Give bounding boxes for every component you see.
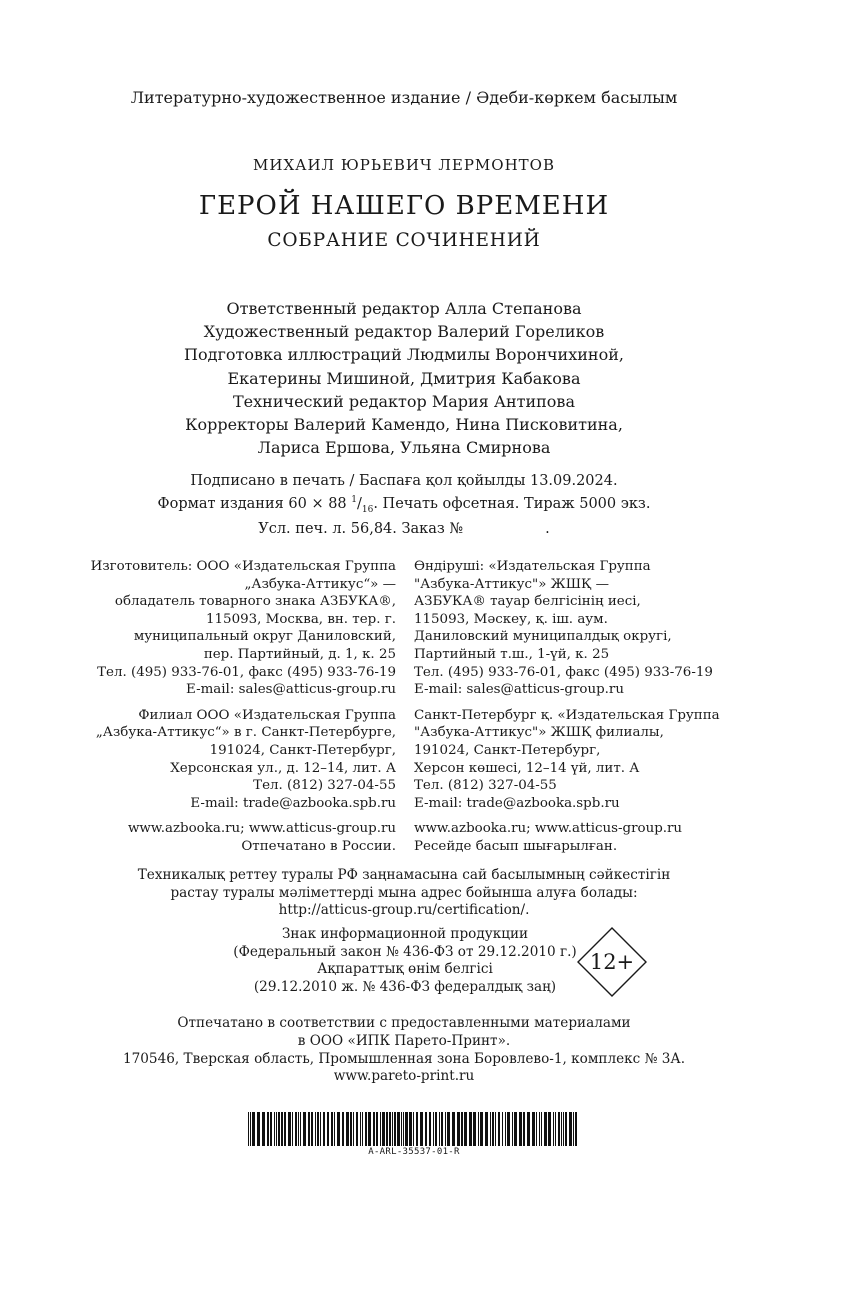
barcode-bar (498, 1112, 500, 1146)
barcode-bar (490, 1112, 491, 1146)
info-sign-line: Знак информационной продукции (281, 926, 529, 942)
web-kz (414, 820, 834, 855)
branch-ru (0, 707, 396, 813)
barcode-bar (464, 1112, 467, 1146)
barcode-bar (452, 1112, 455, 1146)
barcode-bar (262, 1112, 265, 1146)
address-line: Даниловский муниципалдық округі, (414, 629, 672, 645)
format-numerator: 1 (351, 495, 357, 505)
address-line: „Азбука-Аттикус“» в г. Санкт-Петербурге, (95, 725, 396, 741)
barcode-bar (548, 1112, 551, 1146)
barcode-bar (425, 1112, 427, 1146)
barcode-bar (373, 1112, 375, 1146)
barcode-bar (527, 1112, 530, 1146)
barcode-bar (519, 1112, 522, 1146)
barcode-bar (409, 1112, 412, 1146)
certification-line: Техникалық реттеу туралы РФ заңнамасына сай басылымның сәйкестігін (137, 867, 671, 883)
address-line: Өндіруші: «Издательская Группа (414, 559, 651, 574)
barcode-bar (376, 1112, 378, 1146)
barcode-bar (292, 1112, 293, 1146)
barcode-bar (563, 1112, 564, 1146)
barcode-bar (469, 1112, 472, 1146)
web-ru (0, 820, 396, 855)
barcode-bar (397, 1112, 400, 1146)
book-title: ГЕРОЙ НАШЕГО ВРЕМЕНИ (198, 191, 610, 221)
barcode-bar (435, 1112, 437, 1146)
barcode-bar (492, 1112, 494, 1146)
barcode-bar (337, 1112, 340, 1146)
barcode-bar (315, 1112, 316, 1146)
barcode-bar (447, 1112, 450, 1146)
barcode-bar (317, 1112, 319, 1146)
manufacturer-ru (0, 558, 396, 699)
info-sign-line: (29.12.2010 ж. № 436-ФЗ федералдық заң) (253, 978, 557, 995)
barcode-bar (457, 1112, 460, 1146)
address-line: пер. Партийный, д. 1, к. 25 (203, 646, 396, 662)
barcode-bar (380, 1112, 381, 1146)
barcode-bar (514, 1112, 517, 1146)
address-line: АЗБУКА® тауар белгісінің иесі, (414, 594, 641, 610)
barcode-bar (523, 1112, 525, 1146)
credit-line: Лариса Ершова, Ульяна Смирнова (257, 438, 551, 458)
website-line: www.azbooka.ru; www.atticus-group.ru (414, 821, 683, 837)
printer-line: 170546, Тверская область, Промышленная зона Боровлево-1, комплекс № 3А. (122, 1050, 686, 1067)
print-info (0, 472, 808, 539)
printed-in-line: Отпечатано в России. (241, 838, 396, 854)
sheets-order-line (0, 520, 808, 539)
barcode-bar (416, 1112, 418, 1146)
info-product-sign (190, 926, 620, 996)
barcode-bar (565, 1112, 567, 1146)
barcode-bar (386, 1112, 388, 1146)
address-line: "Азбука-Аттикус"» ЖШҚ филиалы, (414, 725, 664, 741)
info-sign-line: (Федеральный закон № 436-ФЗ от 29.12.2010 г.) (233, 943, 577, 960)
barcode-bar (346, 1112, 349, 1146)
printer-line: Отпечатано в соответствии с предоставленными материалами (177, 1015, 631, 1031)
age-rating-label: 12+ (589, 950, 635, 974)
email-line: E-mail: sales@atticus-group.ru (414, 682, 624, 698)
barcode-bar (539, 1112, 540, 1146)
phone-line: Тел. (812) 327-04-55 (414, 778, 557, 794)
email-line: E-mail: trade@azbooka.spb.ru (414, 795, 620, 811)
barcode-bar (327, 1112, 329, 1146)
credit-line: Технический редактор Мария Антипова (233, 391, 575, 411)
format-denominator: 16 (361, 504, 374, 515)
certification-note (0, 867, 808, 920)
info-sign-line: Ақпараттық өнім белгісі (317, 961, 493, 978)
barcode-bar (569, 1112, 572, 1146)
barcode-bar (512, 1112, 513, 1146)
barcode-text: A-ARL-35537-01-R (368, 1147, 460, 1157)
barcode-bar (278, 1112, 280, 1146)
barcode-bar (267, 1112, 269, 1146)
phone-line: Тел. (812) 327-04-55 (253, 778, 396, 794)
email-line: E-mail: sales@atticus-group.ru (186, 682, 396, 698)
barcode-bar (270, 1112, 272, 1146)
format-suffix: . Печать офсетная. Тираж 5000 экз. (373, 495, 651, 512)
phone-line: Тел. (495) 933-76-01, факс (495) 933-76-19 (414, 664, 713, 680)
format-fraction: $^1/_{16}$ (351, 495, 374, 515)
barcode-bar (334, 1112, 335, 1146)
barcode-bar (274, 1112, 275, 1146)
barcode-bar (495, 1112, 496, 1146)
barcode-bar (303, 1112, 306, 1146)
barcode-bar (368, 1112, 371, 1146)
printed-in-line: Ресейде басып шығарылған. (414, 838, 618, 854)
barcode-bar (323, 1112, 325, 1146)
email-line: E-mail: trade@azbooka.spb.ru (190, 795, 396, 811)
printer-info (0, 1015, 808, 1086)
barcode-bar (320, 1112, 321, 1146)
barcode-bar (382, 1112, 385, 1146)
barcode-icon (248, 1112, 578, 1146)
age-rating-badge (576, 926, 648, 998)
certification-line: растау туралы мәліметтерді мына адрес бойынша алуға болады: (170, 884, 638, 901)
barcode-bar (284, 1112, 286, 1146)
editorial-credits (0, 297, 808, 459)
barcode-bar (507, 1112, 510, 1146)
barcode-bar (473, 1112, 476, 1146)
barcode-bar (480, 1112, 483, 1146)
website-line: www.azbooka.ru; www.atticus-group.ru (127, 821, 396, 837)
credit-line: Екатерины Мишиной, Дмитрия Кабакова (227, 368, 581, 388)
barcode-bar (558, 1112, 560, 1146)
barcode-bar (532, 1112, 535, 1146)
barcode-bar (461, 1112, 463, 1146)
printer-url: www.pareto-print.ru (333, 1068, 475, 1085)
address-line: Санкт-Петербург қ. «Издательская Группа (414, 707, 720, 723)
barcode-bar (362, 1112, 363, 1146)
address-line: обладатель товарного знака АЗБУКА®, (114, 594, 396, 610)
barcode-bar (389, 1112, 391, 1146)
barcode-bar (403, 1112, 404, 1146)
edition-type: Литературно-художественное издание / Әдеби-көркем басылым (130, 88, 678, 107)
barcode-bar (248, 1112, 249, 1146)
barcode-bar (405, 1112, 408, 1146)
barcode-bar (300, 1112, 301, 1146)
barcode-bar (413, 1112, 414, 1146)
format-line (0, 491, 808, 520)
address-line: "Азбука-Аттикус"» ЖШҚ — (414, 576, 609, 592)
barcode-bar (439, 1112, 440, 1146)
barcode-bar (536, 1112, 537, 1146)
address-line: „Азбука-Аттикус“» — (244, 576, 396, 592)
barcode-bar (298, 1112, 299, 1146)
barcode-bar (360, 1112, 361, 1146)
credit-line: Подготовка иллюстраций Людмилы Ворончихиной, (184, 345, 624, 365)
barcode-bar (401, 1112, 402, 1146)
publisher-details-ru (0, 558, 396, 856)
address-line: Филиал ООО «Издательская Группа (138, 707, 396, 723)
book-subtitle: СОБРАНИЕ СОЧИНЕНИЙ (267, 230, 541, 251)
barcode-bar (555, 1112, 556, 1146)
address-line: 115093, Москва, вн. тер. г. (206, 611, 396, 627)
address-line: 115093, Мәскеу, қ. іш. аум. (414, 611, 608, 627)
barcode-bar (485, 1112, 488, 1146)
address-line: Херсон көшесі, 12–14 үй, лит. А (414, 760, 640, 776)
barcode-bar (288, 1112, 291, 1146)
barcode-bar (553, 1112, 554, 1146)
barcode-bar (420, 1112, 423, 1146)
credit-line: Ответственный редактор Алла Степанова (226, 299, 582, 318)
manufacturer-kz (414, 558, 834, 699)
format-prefix: Формат издания 60 × 88 (157, 495, 352, 512)
barcode-bar (365, 1112, 367, 1146)
barcode-bar (541, 1112, 542, 1146)
barcode-bar (257, 1112, 260, 1146)
barcode-bar (429, 1112, 431, 1146)
address-line: Изготовитель: ООО «Издательская Группа (90, 559, 396, 574)
certification-url: http://atticus-group.ru/certification/. (278, 902, 530, 919)
address-line: Партийный т.ш., 1-үй, к. 25 (414, 646, 610, 662)
barcode-bar (250, 1112, 251, 1146)
barcode-bar (478, 1112, 479, 1146)
barcode-bar (342, 1112, 344, 1146)
address-line: муниципальный округ Даниловский, (133, 629, 396, 645)
barcode-bar (544, 1112, 547, 1146)
barcode-bar (394, 1112, 396, 1146)
barcode-bar (281, 1112, 283, 1146)
publisher-details-kz (414, 558, 834, 856)
signed-date: Подписано в печать / Баспаға қол қойылды 13.09.2024. (190, 473, 618, 489)
printer-line: в ООО «ИПК Парето-Принт». (297, 1032, 511, 1049)
barcode-bar (331, 1112, 333, 1146)
barcode-bar (276, 1112, 277, 1146)
barcode-bar (573, 1112, 574, 1146)
barcode-bar (308, 1112, 310, 1146)
barcode-bar (575, 1112, 577, 1146)
address-line: 191024, Санкт-Петербург, (209, 742, 396, 758)
phone-line: Тел. (495) 933-76-01, факс (495) 933-76-19 (97, 664, 396, 680)
address-line: Херсонская ул., д. 12–14, лит. А (170, 760, 396, 776)
author-name: МИХАИЛ ЮРЬЕВИЧ ЛЕРМОНТОВ (253, 156, 555, 174)
barcode-bar (502, 1112, 503, 1146)
barcode-bar (353, 1112, 354, 1146)
barcode-bar (561, 1112, 562, 1146)
barcode-bar (441, 1112, 443, 1146)
barcode-bar (433, 1112, 434, 1146)
credit-line: Художественный редактор Валерий Гореликов (203, 322, 605, 342)
barcode-bar (252, 1112, 255, 1146)
sheets-end: . (545, 520, 550, 537)
barcode-bar (356, 1112, 358, 1146)
barcode-bar (445, 1112, 446, 1146)
credit-line: Корректоры Валерий Камендо, Нина Писковитина, (185, 415, 623, 435)
barcode-bar (505, 1112, 506, 1146)
barcode-bar (350, 1112, 352, 1146)
branch-kz (414, 707, 834, 813)
barcode-bar (295, 1112, 297, 1146)
barcode-bar (392, 1112, 393, 1146)
barcode-bar (311, 1112, 313, 1146)
address-line: 191024, Санкт-Петербург, (414, 742, 601, 758)
sheets-order: Усл. печ. л. 56,84. Заказ № (258, 520, 464, 537)
